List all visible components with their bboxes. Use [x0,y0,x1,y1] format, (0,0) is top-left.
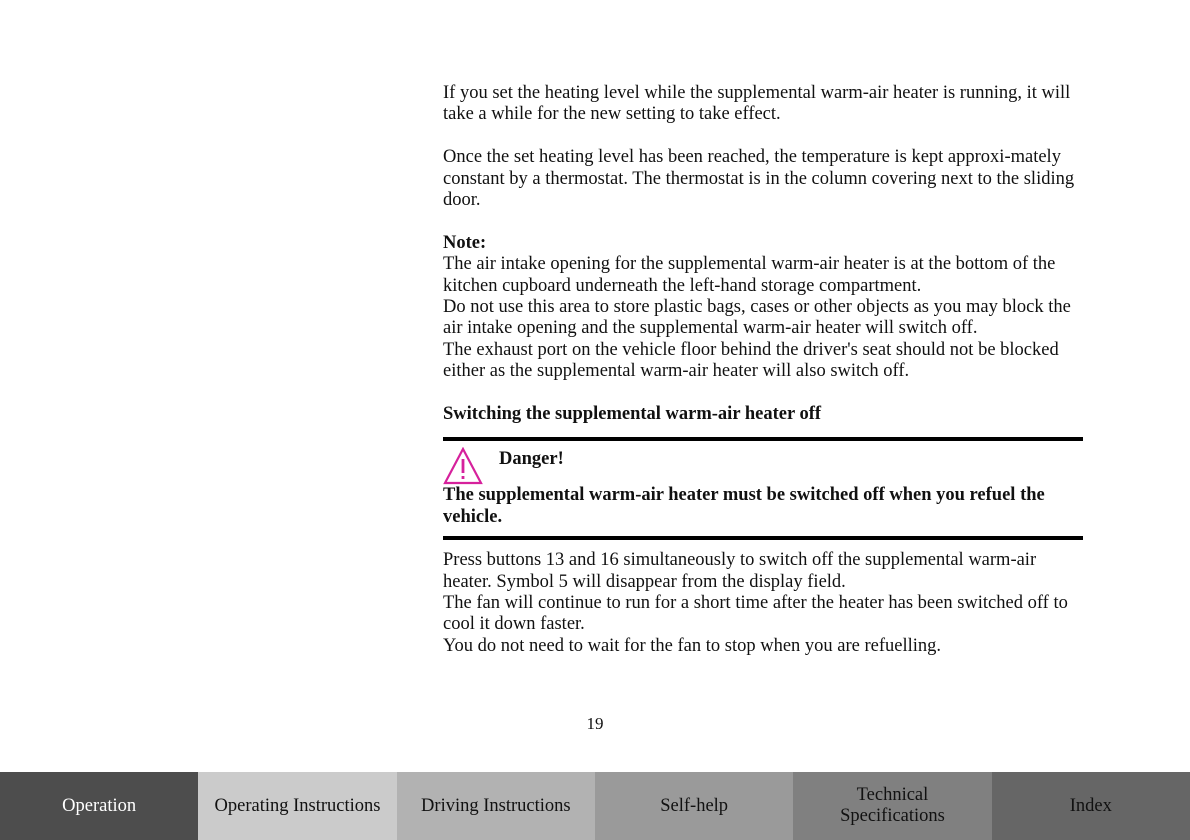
tab-label: Operating Instructions [214,795,381,816]
page-content [443,83,1083,657]
tab-driving-instructions[interactable] [397,772,595,840]
tab-label: Operation [62,795,137,816]
warning-triangle-icon [443,447,483,485]
tab-label: Technical Specifications [840,785,945,826]
note-title: Note: [443,232,487,253]
tab-self-help[interactable] [595,772,793,840]
note-line-storage-warning: Do not use this area to store plastic bags, cases or other objects as you may block the air intake opening and the supplemental warm-air heater will switch off. [443,297,1071,339]
after-line-press-buttons: Press buttons 13 and 16 simultaneously to switch off the supplemental warm-air heater. Symbol 5 will disappear from the display field. [443,550,1037,592]
danger-label: Danger! [499,449,564,470]
tab-technical-specifications[interactable] [793,772,991,840]
tab-index[interactable] [992,772,1190,840]
bottom-navigation [0,772,1190,840]
note-line-exhaust-port: The exhaust port on the vehicle floor behind the driver's seat should not be blocked either as the supplemental warm-air heater will also switch off. [443,339,1059,382]
danger-box [443,437,1083,540]
after-line-refuelling: You do not need to wait for the fan to stop when you are refuelling. [443,635,942,656]
tab-label: Driving Instructions [421,795,571,816]
paragraph-heating-level: If you set the heating level while the supplemental warm-air heater is running, it will take a while for the new setting to take effect. [443,83,1071,125]
note-line-air-intake: The air intake opening for the supplemental warm-air heater is at the bottom of the kitchen cupboard underneath the left-hand storage compartment. [443,254,1056,296]
tab-operating-instructions[interactable] [198,772,396,840]
tab-operation[interactable] [0,772,198,840]
tab-label: Index [1069,795,1112,816]
page-number: 19 [586,714,604,733]
section-title: Switching the supplemental warm-air heater off [443,404,822,425]
tab-label: Self-help [660,795,729,816]
danger-text: The supplemental warm-air heater must be switched off when you refuel the vehicle. [443,485,1045,527]
after-line-fan-continues: The fan will continue to run for a short time after the heater has been switched off to cool it down faster. [443,593,1068,635]
paragraph-thermostat: Once the set heating level has been reached, the temperature is kept approxi-mately constant by a thermostat. The thermostat is in the column covering next to the sliding door. [443,147,1075,211]
